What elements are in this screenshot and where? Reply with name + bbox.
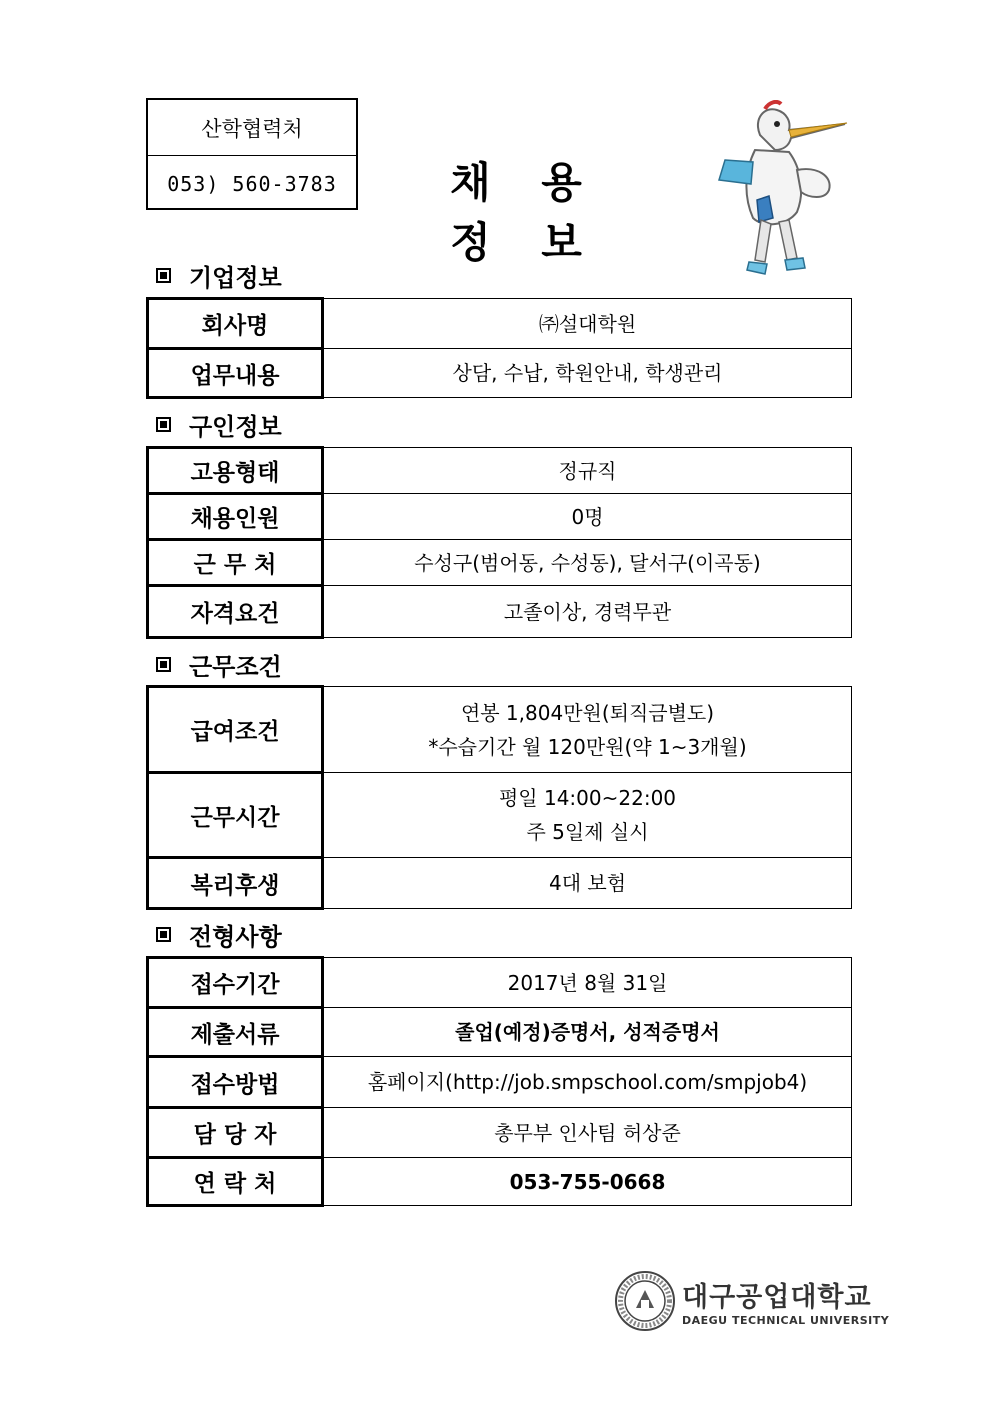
page-title: 채 용 정 보 [450, 158, 600, 267]
row-label: 제출서류 [148, 1008, 323, 1057]
row-label: 담 당 자 [148, 1108, 323, 1158]
conditions-info-table [146, 685, 852, 910]
row-value: 수성구(범어동, 수성동), 달서구(이곡동) [323, 540, 852, 586]
table-row [148, 958, 852, 1008]
value-line: 주 5일제 실시 [526, 820, 649, 844]
filled-square-icon [156, 417, 171, 432]
row-label: 접수기간 [148, 958, 323, 1008]
row-label: 고용형태 [148, 448, 323, 494]
row-value [323, 687, 852, 773]
row-value: 홈페이지(http://job.smpschool.com/smpjob4) [323, 1057, 852, 1108]
company-info-table [146, 297, 852, 399]
row-value: ㈜설대학원 [323, 299, 852, 349]
hiring-info-table [146, 446, 852, 639]
section-company-heading [156, 258, 282, 293]
crane-mascot-icon [705, 100, 855, 290]
row-label: 채용인원 [148, 494, 323, 540]
table-row [148, 299, 852, 349]
row-label: 연 락 처 [148, 1158, 323, 1206]
table-row [148, 349, 852, 398]
section-title: 기업정보 [189, 264, 282, 292]
filled-square-icon [156, 657, 171, 672]
value-line: *수습기간 월 120만원(약 1~3개월) [428, 734, 747, 759]
row-value: 고졸이상, 경력무관 [323, 586, 852, 638]
section-process-heading [156, 917, 282, 952]
section-title: 구인정보 [189, 413, 282, 441]
university-logo [614, 1270, 889, 1332]
section-title: 근무조건 [189, 653, 282, 681]
row-label: 근 무 처 [148, 540, 323, 586]
row-value: 상담, 수납, 학원안내, 학생관리 [323, 349, 852, 398]
table-row [148, 687, 852, 773]
table-row [148, 1008, 852, 1057]
row-label: 회사명 [148, 299, 323, 349]
university-name-english: DAEGU TECHNICAL UNIVERSITY [682, 1314, 890, 1327]
row-value: 4대 보험 [323, 858, 852, 909]
row-label: 접수방법 [148, 1057, 323, 1108]
university-seal-icon [614, 1270, 676, 1332]
section-conditions-heading [156, 647, 282, 682]
table-row [148, 448, 852, 494]
process-info-table [146, 956, 852, 1207]
row-label: 급여조건 [148, 687, 323, 773]
row-value: 정규직 [323, 448, 852, 494]
table-row [148, 1158, 852, 1206]
row-label: 근무시간 [148, 773, 323, 858]
row-value: 총무부 인사팀 허상준 [323, 1108, 852, 1158]
table-row [148, 773, 852, 858]
value-line: 평일 14:00~22:00 [498, 786, 677, 810]
table-row [148, 494, 852, 540]
filled-square-icon [156, 268, 171, 283]
row-value: 053-755-0668 [323, 1158, 852, 1206]
table-row [148, 1108, 852, 1158]
table-row [148, 858, 852, 909]
table-row [148, 540, 852, 586]
contact-label: 산학협력처 [201, 116, 303, 141]
section-title: 전형사항 [189, 923, 282, 951]
contact-box [146, 98, 358, 210]
university-name-korean: 대구공업대학교 [682, 1282, 872, 1313]
table-row [148, 1057, 852, 1108]
value-line: 연봉 1,804만원(퇴직금별도) [460, 700, 715, 725]
row-label: 자격요건 [148, 586, 323, 638]
table-row [148, 586, 852, 638]
row-label: 업무내용 [148, 349, 323, 398]
row-value: 0명 [323, 494, 852, 540]
filled-square-icon [156, 927, 171, 942]
row-value: 졸업(예정)증명서, 성적증명서 [323, 1008, 852, 1057]
row-value [323, 773, 852, 858]
row-value: 2017년 8월 31일 [323, 958, 852, 1008]
section-hiring-heading [156, 407, 282, 442]
row-label: 복리후생 [148, 858, 323, 909]
contact-phone: 053) 560-3783 [148, 155, 356, 211]
